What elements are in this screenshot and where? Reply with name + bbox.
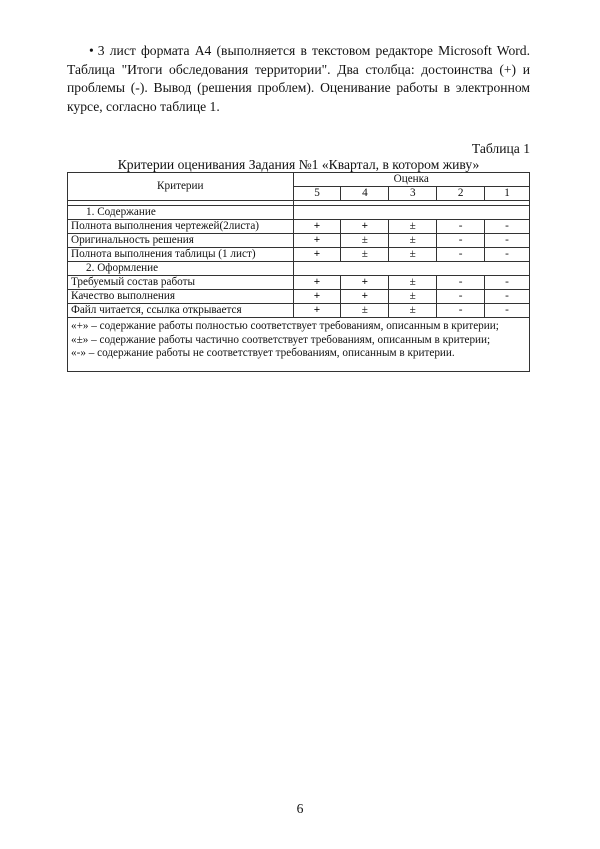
section-empty-cell	[293, 206, 529, 220]
paragraph-text: 3 лист формата А4 (выполняется в текстовом редакторе Microsoft Word. Таблица "Итоги обследования территории". Два столбца: достоинства (+) и проблемы (-). Вывод (решения проблем). Оценивание работы в электронном курсе, согласно таблице 1.	[67, 43, 530, 114]
criterion-label: Оригинальность решения	[68, 234, 294, 248]
section-row	[68, 262, 530, 276]
mark-cell: ±	[389, 276, 437, 290]
mark-cell: -	[485, 276, 530, 290]
table-row	[68, 220, 530, 234]
mark-cell: +	[293, 248, 341, 262]
mark-cell: ±	[341, 304, 389, 318]
table-caption: Критерии оценивания Задания №1 «Квартал, в котором живу»	[117, 157, 480, 172]
mark-cell: -	[437, 248, 485, 262]
criterion-label: Полнота выполнения таблицы (1 лист)	[68, 248, 294, 262]
mark-cell: ±	[389, 290, 437, 304]
mark-cell: -	[437, 290, 485, 304]
table-row	[68, 234, 530, 248]
mark-cell: -	[437, 234, 485, 248]
page-number: 6	[296, 801, 304, 816]
legend-cell	[68, 318, 530, 372]
mark-cell: +	[293, 220, 341, 234]
section-row	[68, 206, 530, 220]
legend-minus: «-» – содержание работы не соответствует требованиям, описанным в критерии.	[71, 347, 455, 360]
mark-cell: ±	[389, 248, 437, 262]
section-title: 2. Оформление	[68, 262, 294, 276]
legend-plus: «+» – содержание работы полностью соответствует требованиям, описанным в критерии;	[71, 320, 499, 332]
mark-cell: -	[485, 220, 530, 234]
mark-cell: ±	[389, 220, 437, 234]
table-row	[68, 276, 530, 290]
grade-3: 3	[389, 187, 437, 201]
grade-5: 5	[293, 187, 341, 201]
table-row	[68, 290, 530, 304]
mark-cell: +	[341, 220, 389, 234]
grade-2: 2	[437, 187, 485, 201]
mark-cell: -	[485, 304, 530, 318]
mark-cell: -	[485, 248, 530, 262]
table-row	[68, 248, 530, 262]
mark-cell: ±	[341, 234, 389, 248]
mark-cell: +	[293, 234, 341, 248]
criteria-table	[67, 172, 530, 372]
section-title: 1. Содержание	[68, 206, 294, 220]
grade-1: 1	[485, 187, 530, 201]
bullet-icon: •	[89, 43, 94, 58]
mark-cell: +	[341, 290, 389, 304]
mark-cell: ±	[389, 304, 437, 318]
mark-cell: -	[485, 234, 530, 248]
legend-plusminus: «±» – содержание работы частично соответствует требованиям, описанным в критерии;	[71, 333, 491, 346]
table-row	[68, 304, 530, 318]
table-number: Таблица 1	[471, 141, 530, 156]
mark-cell: -	[485, 290, 530, 304]
mark-cell: -	[437, 304, 485, 318]
table-header-row	[68, 173, 530, 187]
criterion-label: Файл читается, ссылка открывается	[68, 304, 294, 318]
mark-cell: +	[293, 304, 341, 318]
mark-cell: +	[293, 276, 341, 290]
mark-cell: ±	[341, 248, 389, 262]
criterion-label: Качество выполнения	[68, 290, 294, 304]
criterion-label: Требуемый состав работы	[68, 276, 294, 290]
header-criteria: Критерии	[68, 173, 294, 201]
mark-cell: -	[437, 276, 485, 290]
mark-cell: +	[341, 276, 389, 290]
legend-row	[68, 318, 530, 372]
section-empty-cell	[293, 262, 529, 276]
header-grade: Оценка	[293, 173, 529, 187]
body-paragraph	[67, 42, 530, 116]
criterion-label: Полнота выполнения чертежей(2листа)	[68, 220, 294, 234]
mark-cell: -	[437, 220, 485, 234]
mark-cell: +	[293, 290, 341, 304]
mark-cell: ±	[389, 234, 437, 248]
grade-4: 4	[341, 187, 389, 201]
